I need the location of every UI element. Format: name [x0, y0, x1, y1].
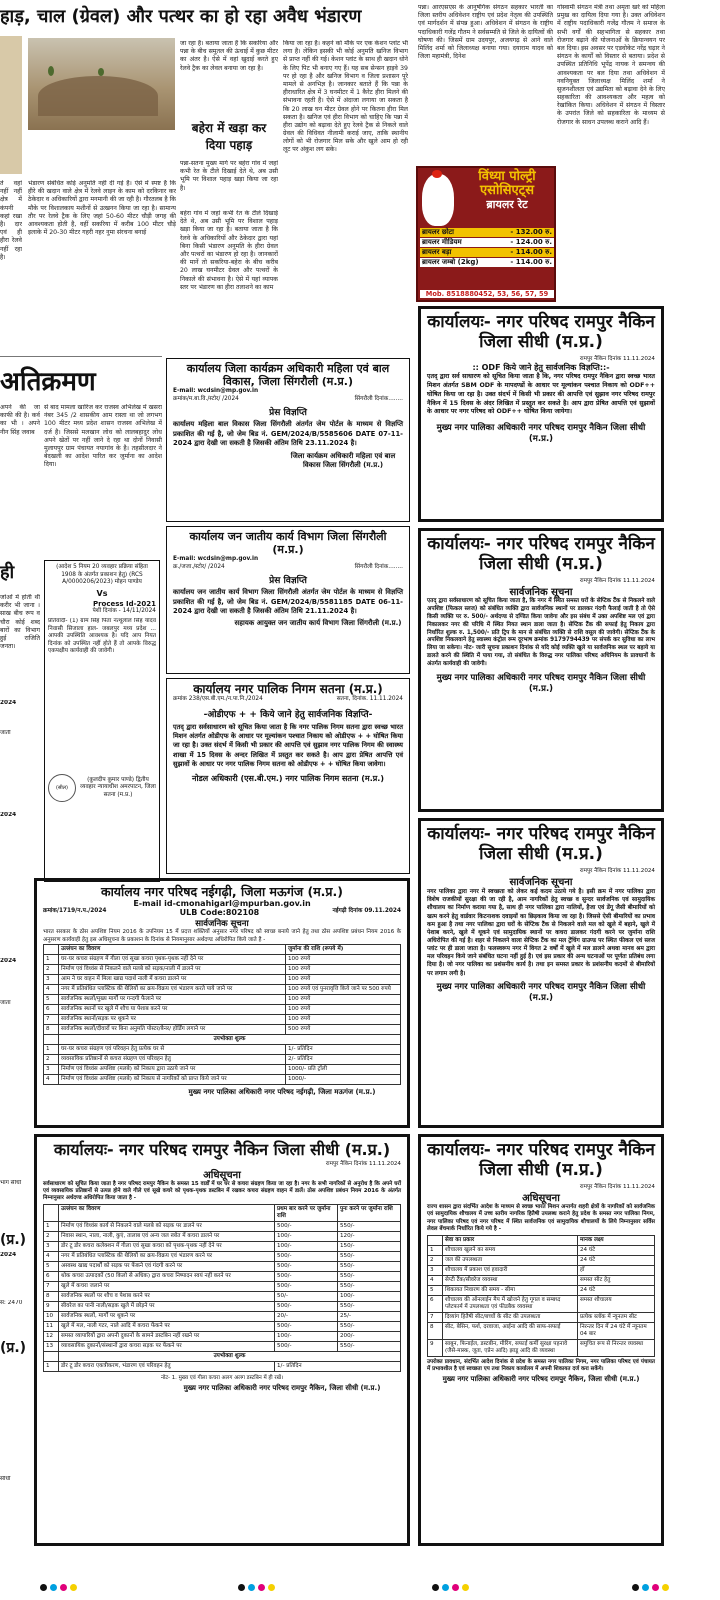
table-row: 1 घर-घर कचरा संग्रहण एवं परिवहन हेतु प्रत्येक घर से 1/- प्रतिदिन	[44, 1044, 401, 1054]
notice-title: कार्यालयः- नगर परिषद रामपुर नैकिन जिला सीधी (म.प्र.)	[427, 1140, 655, 1180]
rate-row: ब्रायलर जम्बो (2kg) - 114.00 रु.	[422, 258, 552, 266]
rate-row: ब्रायलर मीडियम - 124.00 रु.	[422, 238, 552, 246]
notice-sign: मुख्य नगर पालिका अधिकारी नगर परिषद नईगढ़ी, जिला मऊगंज (म.प्र.)	[188, 1087, 376, 1096]
table-subheader: उपभोक्ता शुल्क	[44, 1352, 401, 1362]
notice-heading: सार्वजनिक सूचना	[509, 877, 573, 889]
encroachment-headline: अतिक्रमण	[0, 367, 96, 397]
notice-body: राज्य शासन द्वारा संदर्भित आदेश के माध्यम से स्वच्छ भारत मिशन अन्तर्गत शहरी क्षेत्रों के नागरिकों को सार्वजनिक एवं सामुदायिक शौचालय में उच्च स्तरीय नागरिक हितैषी उपलब्ध कराने हेतु प्रदेश के समस्त नगर पालिका निगम, नगर पालिका परिषद एवं नगर परिषद में स्थित सार्वजनिक एवं सामुदायिक शौचालयों के लिये निम्नानुसार सर्विस लेवल बेंचमार्क निर्धारित किये गये है -	[427, 1204, 655, 1232]
frag-text: जाता	[0, 1000, 11, 1006]
notice-heading: :: ODF किये जाने हेतु सार्वजनिक विज्ञप्ति::-	[472, 363, 610, 373]
table-row: 2 व्यवसायिक प्रतिष्ठानों से कचरा संग्रहण एवं परिवहन हेतु 2/- प्रतिदिन	[44, 1054, 401, 1064]
table-subheader: उपभोक्ता शुल्क	[44, 1034, 401, 1044]
table-row: 8 सीट, बेसिन, फर्श, दरवाजा, आईना आदि की साफ-सफाई निरन्तर दिन में 24 घंटे में न्यूनतम 04 बार	[428, 1322, 655, 1339]
notice-ref: क्रमांक 238/एस.बी.एम./न.पा.नि./2024	[173, 696, 263, 703]
notice-rampur-suchna-1	[418, 528, 664, 812]
poultry-title1: विंध्या पोल्ट्री	[478, 169, 536, 184]
notice-body: कार्यालय जन जातीय कार्य विभाग जिला सिंगरौली अंतर्गत जेम पोर्टल के माध्यम से विज्ञप्ति प्रकाशित की गई है, जो जेम बिड नं. GEM/2024/B/5581185 DATE 06-11-2024 द्वारा देखी जा सकती है जिसकी अंतिम तिथि 21.11.2024 है।	[173, 588, 403, 615]
table-row: 1 घर-घर कचरा संग्रहण में गीला एवं सूखा कचरा पृथक-पृथक नहीं देने पर 100 रुपये	[44, 954, 401, 964]
frag-text: सीधी	[0, 1476, 11, 1482]
notice-date: नईगढ़ी दिनांक 09.11.2024	[332, 908, 401, 914]
notice-date: रामपुर नैकिन दिनांक 11.11.2024	[579, 868, 655, 875]
notice-footer: उपरोक्त प्रावधान, संदर्भित आदेश दिनांक से प्रदेश के समस्त नगर पालिका निगम, नगर पालिका परिषद एवं पंचायत में प्रभावशील है एवं स्वच्छता एप तथा निकाय कार्यालय में अपनी शिकायत दर्ज करा सकेंगे।	[427, 1358, 655, 1372]
notice-date: रामपुर नैकिन दिनांक 11.11.2024	[579, 578, 655, 585]
table-row: 2 निर्माण एवं विध्वंस से निकलने वाले मलबे को सड़क/नाली में डालने पर 100 रुपये	[44, 964, 401, 974]
table-row: 4 नगर में प्रतिबंधित प्लास्टिक की थैलियों का क्रय-विक्रय एवं भंडारण करने पर 500/- 550/-	[44, 1252, 401, 1262]
headline: हाड़, चाल (ग्रेवल) और पत्थर का हो रहा अवैध भंडारण	[0, 6, 362, 27]
notice-ref: क्रमांक/1719/न.प./2024	[43, 908, 107, 914]
table-row: 12 समस्त व्यापारियों द्वारा अपनी दुकानों के सामने डस्टबिन नहीं रखने पर 100/- 200/-	[44, 1332, 401, 1342]
frag-heading: ही	[0, 562, 15, 583]
notice-body: सर्वसाधारण को सूचित किया जाता है नगर परिषद रामपुर नैकिन के समस्त 15 वार्डों में घर घर से कचरा संग्रहण किया जा रहा है। नगर के सभी नागरिकों से अनुरोध है कि अपने घरों एवं व्यवसायिक प्रतिष्ठानों से उत्पन्न होने वाले गीले एवं सूखे कचरे को पृथक-पृथक डस्टबिन में रखकर कचरा संग्रहण वाहन में डालें। ठोस अपशिष्ट प्रबंधन नियम 2016 के अंतर्गत निम्नानुसार अर्थदण्ड अधिरोपित किया जाता है -	[43, 1181, 401, 1202]
table-row: 1 शौचालय खुलने का समय 24 घंटे	[428, 1246, 655, 1256]
notice-body: भारत सरकार के ठोस अपशिष्ट नियम 2016 के उपनियम 15 में प्रदत्त शक्तियों अनुसार नगर परिषद को स्वच्छ बनाये जाने हेतु तथा ठोस अपशिष्ट प्रबंधन नियम 2016 के अनुसरण कार्यवाही हेतु इस अधिसूचना के प्रकाशन के दिनांक से नियमानुसार अर्थदण्ड अधिरोपित किये जाते है -	[43, 929, 401, 943]
table-row: 3 डोर टू डोर कचरा कलेक्शन में गीला एवं सूखा कचरा को पृथक-पृथक नहीं देने पर 100/- 150/-	[44, 1242, 401, 1252]
notice-heading: -ओडीएफ + + किये जाने हेतु सार्वजनिक विज्ञप्ति-	[203, 709, 373, 720]
table-row: 1 निर्माण एवं विध्वंस कार्य से निकलने वाले मलबे को सड़क पर डालने पर 500/- 550/-	[44, 1222, 401, 1232]
notice-body: एतद् द्वारा सर्वसाधारण को सूचित किया जाता है कि नगर पालिक निगम सतना द्वारा स्वच्छ भारत मिशन अंतर्गत ओडीएफ के आधार पर मूल्यांकन पश्चात निकाय को ओडीएफ + + घोषित किया जा रहा है। उक्त संदर्भ में किसी भी प्रकार की आपत्ति एवं सुझाव नगर पालिक निगम की स्वास्थ्य शाखा में 15 दिवस के अन्दर लिखित में प्रस्तुत कर सकते है। आप द्वारा प्रेषित आपत्ति एवं सुझावों के आधार पर नगर पालिक निगम सतना को ओडीएफ + + घोषित किया जावेगा।	[173, 722, 403, 768]
notice-rampur-odf	[418, 306, 664, 522]
table-row: 10 सार्वजनिक स्थलों, मार्गों पर थूकने पर 20/- 25/-	[44, 1312, 401, 1322]
notice-title: कार्यालयः- नगर परिषद रामपुर नैकिन जिला सीधी (म.प्र.)	[427, 534, 655, 574]
notice-email: E-mail: wcdsin@mp.gov.in	[173, 556, 259, 563]
court-notice-header: (आदेश 5 नियम 20 व्यवहार प्रक्रिया संहिता 1908 के अंतर्गत प्रकाशन हेतु) (RCS A/0000206/2023) मोहन पाण्डेय	[56, 564, 148, 586]
photo-fragment	[0, 36, 22, 174]
frag-text: भाग सीधी	[0, 1180, 22, 1186]
headline-bar	[0, 0, 412, 34]
notice-title: कार्यालय जिला कार्यक्रम अधिकारी महिला एवं बाल विकास, जिला सिंगरौली (म.प्र.)	[186, 362, 390, 389]
rate-row: ब्रायलर छोटा - 132.00 रु.	[422, 228, 552, 236]
fine-table	[43, 944, 401, 1085]
table-row: 4 निर्माण एवं विध्वंस अपशिष्ट (मलबे) को निकाय से नागरिकों को प्राप्त किये जाने पर 1000/-	[44, 1074, 401, 1084]
table-row: 3 शौचालय में प्रकाश एवं हवादारी हाँ	[428, 1266, 655, 1276]
notice-sign: सहायक आयुक्त जन जातीय कार्य विभाग जिला सिंगरौली (म.प्र.)	[234, 618, 402, 627]
notice-date: रामपुर नैकिन दिनांक 11.11.2024	[579, 1184, 655, 1191]
court-judge: (कुलदीप कुमार पाण्डे) द्वितीय व्यवहार न्यायाधीश अमरपाटन, जिला सतना (म.प्र.)	[80, 776, 156, 798]
notice-date: सतना, दिनांक. 11.11.2024	[336, 696, 403, 703]
notice-sign: मुख्य नगर पालिका अधिकारी नगर परिषद रामपुर नैकिन जिला सीधी (म.प्र.)	[436, 672, 646, 694]
sahkar-col-d: पन्ना। आरएसएस के आनुषंगिक संगठन सहकार भारती का जिला स्तरीय अधिवेशन राष्ट्रीय एवं प्रदेश नेतृत्व की उपस्थिति एवं मार्गदर्शन में संपन्न हुआ। अधिवेशन में संगठन के राष्ट्रीय पदाधिकारी गजेंद्र गौतम ने सर्वसम्मति से जिले के दायित्वों की घोषणा की। जिसमें ग्राम उदयपुर, अजयगढ़ से आने वाले मिलिंद शर्मा को जिलाध्यक्ष बनाया गया। दयाराम यादव को जिला महामंत्री, दिनेश	[418, 4, 553, 61]
notice-heading: प्रेस विज्ञप्ति	[269, 408, 307, 419]
notice-date: सिंगरौली दिनांक........	[354, 395, 403, 402]
notice-heading: अधिसूचना	[522, 1193, 560, 1205]
notice-heading: सार्वजनिक सूचना	[509, 587, 573, 599]
notice-heading: अधिसूचना	[203, 1170, 241, 1182]
notice-ref: क्र./जजा./स्टोर/ /2024	[173, 563, 225, 570]
rate-row: ब्रायलर बड़ा - 114.00 रु.	[422, 248, 552, 256]
notice-date: रामपुर नैकिन दिनांक 11.11.2024	[325, 1161, 401, 1168]
notice-body: कार्यालय महिला बाल विकास जिला सिंगरौली अंतर्गत जेम पोर्टल के माध्यम से विज्ञप्ति प्रकाशित की गई है, जो जेम बिड नं. GEM/2024/B/5585606 DATE 07-11-2024 द्वारा देखी जा सकती है जिसकी अंतिम तिथि 23.11.2024 है।	[173, 420, 403, 447]
frag-date: 2024	[0, 812, 17, 818]
notice-sign: मुख्य नगर पालिका अधिकारी नगर परिषद रामपुर नैकिन, जिला सीधी (म.प्र.)	[183, 1384, 381, 1393]
table-row: 7 सार्वजनिक स्थानों/सड़क पर थूकने पर 100 रुपये	[44, 1014, 401, 1024]
left-fragment: ते वहां नहीं नहीं क्षेत्र में कंपनी कहां रखा है। दार एवं ही हीरा रेलवे नहीं रहा है।	[0, 180, 22, 261]
table-header: सेवा का प्रकार मानक लक्ष्य	[428, 1236, 655, 1246]
table-row: 8 सार्वजनिक स्थलों/दीवारों पर बिना अनुमति पोस्टर/बैनर/ होर्डिंग लगाने पर 500 रुपये	[44, 1024, 401, 1034]
article-col-c: किया जा रहा है। कहने को मौके पर एक केशन प्लांट भी लगा है। लेकिन इसकी भी कोई अनुमति खनिज विभाग से प्राप्त नहीं की गई। केशन प्लांट के साथ ही खदान धोने के लिए पिट भी बनाए गए हैं। यह सब सेन्सन हाइवे 39 पर हो रहा है और खनिज विभाग व जिला प्रशासन पूरे मामले से अनभिज्ञ है। जानकार बताते हैं कि पन्ना के हीराधारित क्षेत्र में 3 घनमीटर में 1 कैरेट हीरा मिलने की संभावना रहती है। ऐसे में अंदाजा लगाया जा सकता है कि 20 लाख घन मीटर ग्रेवल होने पर कितना हीरा मिल सकता है। खनिज एवं हीरा विभाग को चाहिए कि पन्ना में हीरा उद्योग को बढ़ावा देते हुए रेलवे ट्रैक से निकले वाले ग्रेवल की विधिवत नीलामी कराई जाए, ताकि स्थानीय लोगों को भी रोजगार मिल सके और खुले आम हो रही लूट पर अंकुश लग सके।	[283, 40, 408, 154]
notice-ref: क्रमांक/म.बा.वि./स्टोर/ /2024	[173, 395, 239, 402]
article-subhead: बहेरा में खड़ा कर दिया पहाड़	[191, 121, 267, 152]
notice-sign: मुख्य नगर पालिका अधिकारी नगर परिषद रामपुर नैकिन जिला सीधी (म.प्र.)	[436, 423, 646, 445]
divider	[0, 356, 162, 357]
notice-note: नोट- 1. मुख्य एवं गीला कचरा अलग अलग डस्टबिन में ही रखें।	[160, 1375, 284, 1382]
table-row: 5 अस्वस्थ खाद्य पदार्थों को सड़क पर फेंकने एवं गंदगी करने पर 500/- 550/-	[44, 1262, 401, 1272]
table-row: 9 सीवरेज का पानी नाली/सड़क खुले में छोड़ने पर 500/- 550/-	[44, 1302, 401, 1312]
notice-sign: नोडल अधिकारी (एस.बी.एम.) नगर पालिक निगम सतना (म.प्र.)	[192, 774, 384, 784]
frag-date: 2024	[0, 1252, 17, 1258]
table-row: 3 निर्माण एवं विध्वंस अपशिष्ट (मलबे) को निकाय द्वारा उठाये जाने पर 1000/- प्रति ट्रॉली	[44, 1064, 401, 1074]
table-header: उल्लंघन का विवरण प्रथम बार करने पर जुर्माना राशि पुनः करने पर जुर्माना राशि	[44, 1205, 401, 1222]
table-row: 4 नगर में प्रतिबंधित प्लास्टिक की थैलियों का क्रय-विक्रय एवं भंडारण करते पाये जाने पर 100 रुपये एवं पुनरावृत्ति किये जाने पर 500 रुपये	[44, 984, 401, 994]
poultry-ad	[416, 166, 556, 302]
notice-email: E-mail: wcdsin@mp.gov.in	[173, 388, 259, 395]
encroachment-left-fragment: अपने की जा काफी की है। कर्व का भी । अपने नीन सिंह जवाब	[0, 404, 40, 436]
notice-heading: प्रेस विज्ञप्ति	[269, 576, 307, 587]
table-row: 9 साबुन, फिनाईल, डस्टबीन, मीरिंग, सफाई कर्मी सुरक्षा पहनावे (जैसे-मास्क, जूता, एप्रेन आदि) झाडू आदि की व्यवस्था समुचित रूप से निरन्तर व्यवस्था	[428, 1339, 655, 1356]
notice-mahila	[166, 358, 410, 522]
article-col-a: भंडारण संबंधित कोई अनुमति नहीं दी गई है। ऐसे में स्पष्ट है कि हीरे की खदान वाले क्षेत्र में रेलवे लाइन के काम को दरकिनार कर ठेकेदार व अधिकारियों द्वारा मनमानी की जा रही है। गौरतलब है कि मौके पर विशालकाय मशीनों से उत्खनन किया जा रहा है। सामान्य तौर पर रेलवे ट्रैक के लिए जहां 50-60 मीटर चौड़ी जगह की आवश्यकता होती है, वहीं सकरिया में करीब 100 मीटर चौड़े इलाके में 20-30 मीटर गहरी नहर नुमा संरचना बनाई	[28, 180, 176, 237]
notice-naigarhi	[34, 878, 410, 1128]
frag-text: (प्र.)	[0, 1340, 27, 1356]
encroachment-body: से बाद मामला खारिज कर राजस्व अभिलेख में खसरा नंबर 345 /2 शासकीय आम रास्ता था जो लगभग 100 मीटर मध्य प्रदेश शासन राजस्व अभिलेख में दर्ज है। जिससे मलखान लोध को लालबहादुर लोध अपने खेतों पर नहीं जाने दे रहा था दोनों निवासी मुलायपुर ग्राम पंचायत नयागांव के है। तहसीलदार ने बेदखली का आदेश पारित कर जुर्माना का आदेश दिया।	[44, 404, 162, 469]
poultry-title2: एसोसिएट्स	[479, 182, 535, 198]
frag-text: जोओं में होती थी करीर भी जाना । साख बीच रूप व चौरा कोई शब्द बारों का विभाग हुई राजिति जनता।	[0, 594, 40, 651]
court-notice-body: प्रतिवादी- (1) ग्राम सिंह पिता नत्थूलाल सिंह यादव निवासी सिजाला हाल- जबलपुर मध्य प्रदेश ... आपकी उपस्थिति आवश्यक है। यदि आप नियत दिनांक को उपस्थित नहीं होते हैं तो आपके विरुद्ध एकपक्षीय कार्यवाही की जावेगी।	[48, 618, 156, 655]
notice-title: कार्यालय जन जातीय कार्य विभाग जिला सिंगरौली (म.प्र.)	[189, 530, 387, 557]
table-row: 2 निवास स्थान, नाला, नाली, कुएं, तालाब एवं अन्य जल स्त्रोत में कचरा डालने पर 100/- 120/-	[44, 1232, 401, 1242]
notice-rampur-adhisuchna-2	[418, 1134, 664, 1546]
court-notice	[44, 560, 160, 882]
registration-marks	[40, 1584, 77, 1591]
notice-heading: सार्वजनिक सूचना	[195, 919, 249, 930]
notice-title: कार्यालयः- नगर परिषद रामपुर नैकिन जिला सीधी (म.प्र.)	[53, 1140, 391, 1159]
frag-text: जाती	[0, 730, 11, 736]
article-photo	[28, 38, 175, 130]
fine-table	[43, 1204, 401, 1372]
court-notice-date: पेशी दिनांक - 14/11/2024	[92, 607, 156, 614]
notice-email: E-mail id-cmonahigarl@mpurban.gov.in	[133, 899, 311, 908]
table-header: उल्लंघन का विवरण जुर्माना की राशि (रूपये में)	[44, 944, 401, 954]
court-notice-process: Process Id-2021	[92, 599, 156, 608]
notice-title: कार्यालय नगर परिषद नईगढ़ी, जिला मऊगंज (म.प्र.)	[100, 884, 344, 899]
table-row: 8 सार्वजनिक स्थलों पर शौच व पेशाब करने पर 50/- 100/-	[44, 1292, 401, 1302]
poultry-rate-list	[420, 228, 554, 268]
table-row: 5 शिकायत निवारण की समय - सीमा 24 घंटे	[428, 1286, 655, 1296]
table-row: 1 डोर टू डोर कचरा एकत्रीकरण, भंडारण एवं परिवहन हेतु 1/- प्रतिदिन	[44, 1362, 401, 1372]
notice-body: नगर पालिका द्वारा नगर में स्वच्छता को लेकर कई कदम उठाये गये है। इसी क्रम में नगर पालिका द्वारा विशेष राजकीयों सुरक्षा की जा रही है, आम नागरिकों हेतु स्वच्छ व सुन्दर सार्वजनिक एवं सामुदायिक शौचालय का निर्माण कराया गया है, साथ ही नगर पालिका द्वारा नालियों, हैजा एवं डेंगू जैसी बीमारियों को खत्म करने हेतु वार्डवार किटनाशक दवाइयों का छिड़काव किया जा रहा है। जिससे ऐसी बीमारियों का प्रभाव कम हुआ है तथा नगर पालिका द्वारा घरों के सेप्टिक टैंक से निकलने वाले मल को खुले में बहाने, खुले में पेशाब करने, खुले में थूकने एवं सामुदायिक स्थानों पर कचरा डालकर गंदगी करने पर जुर्माना राशि अधिरोपित की गई है। शहर से निकलने वाला सेप्टिक टैंक का मल ट्रेंचिंग ग्राउण्ड पर स्थित फीकल एवं स्लज प्लांट पर ही डाला जाता है। फलस्वरूप नगर में विगत 2 वर्षों में खुले में मल डालने अथवा मानव श्रम द्वारा मल परिवहन किये जाने संबंधित घटना नहीं हुई है। एवं इस प्रकार की अन्य घटनाओं पर पूर्णतः प्रतिबंध लगा दिया है। जो नगर पालिका का प्रशंसनीय कार्य है। तथा इन समस्त प्रकार के प्रशंसनीय कदमों से बीमारियों पर लगाम लगी है।	[427, 889, 655, 977]
service-table	[427, 1235, 655, 1357]
court-notice-vs: Vs	[96, 588, 108, 598]
notice-title: कार्यालयः- नगर परिषद रामपुर नैकिन जिला सीधी (म.प्र.)	[427, 824, 655, 864]
notice-date: रामपुर नैकिन दिनांक 11.11.2024	[579, 356, 655, 363]
article-col-b: बहेरा गांव में जहां कभी रेत के टीले दिखाई देते थे, अब उसी भूमि पर विशाल पहाड़ खड़ा किया जा रहा है। बताया जाता है कि रेलवे के अधिकारियों और ठेकेदार द्वारा यहां बिना किसी भंडारण अनुमति के हीरा ग्रेवल और पत्थरों का भंडारण हो रहा है। जानकारों की मानें तो सकरिया-बहेरा के बीच करीब 20 लाख घनमीटर ग्रेवल और पत्थरों के निकाले की संभावना है। ऐसे में यहां व्यापक स्तर पर भंडारण का हीरा तलाशने का काम	[180, 210, 278, 291]
article-col1: जा रहा है। बताया जाता है कि सकरिया और पन्ना के बीच समुतल की ऊंचाई में कुछ मीटर का अंतर है। ऐसे में वहां खुदाई करते हुए रेलवे ट्रैक का लेवल बनाया जा रहा है।	[180, 40, 278, 72]
notice-sign: मुख्य नगर पालिका अधिकारी नगर परिषद रामपुर नैकिन जिला सीधी (म.प्र.)	[436, 981, 646, 1003]
frag-text: (प्र.)	[0, 1232, 27, 1248]
table-row: 6 सार्वजनिक स्थानों पर खुले में शौच या पेशाब करने पर 100 रुपये	[44, 1004, 401, 1014]
notice-satna	[166, 678, 410, 874]
table-row: 2 जल की उपलब्धता 24 घंटे	[428, 1256, 655, 1266]
table-row: 4 सेप्टी टैंक/सीवरेज व्यवस्था समस्त सीट हेतु	[428, 1276, 655, 1286]
notice-title: कार्यालयः- नगर परिषद रामपुर नैकिन जिला सीधी (म.प्र.)	[427, 312, 655, 352]
registration-marks	[432, 1584, 469, 1591]
table-row: 11 खुले में मल, नाली गटर, नाले आदि में कचरा फेंकने पर 500/- 550/-	[44, 1322, 401, 1332]
registration-marks	[632, 1584, 669, 1591]
notice-body: एतद् द्वारा सर्वसाधारण को सूचित किया जाता है, कि नगर में स्थित समस्त घरों के सेप्टिक टैंक से निकलने वाले अपशिष्ट (फिकल स्लज) को संबंधित व्यक्ति द्वारा सार्वजनिक स्थानों पर डालकर गंदगी फैलाई जाती है तो ऐसे किसी व्यक्ति पर रु. 500/- अर्थदण्ड से दण्डित किया जावेगा और इस संबंध में उक्त अपशिष्ट मल एवं द्वारा निकालकर नगर की परिधि में स्थित नियत स्थान डाला जाता है। सेप्टिक टैंक की सफाई हेतु निकाय द्वारा निर्धारित शुल्क रु. 1,500/- प्रति ट्रिप के मान से संबंधित व्यक्ति से राशि वसूल की जावेगी। सेप्टिक टैंक के अपशिष्ट निकलवाने हेतु स्वास्थ्य कंट्रोल रूम दूरभाष क्रमांक 9179794439 पर संपर्क कर सुविधा का लाभ लिया जा सकेगा। नोट- जारी सूचना प्रकाशन दिनांक से यदि कोई व्यक्ति खुले या सार्वजनिक स्थल पर बहाये या डालते करने की स्थिति में पाया गया, तो संबंधित के विरुद्ध नगर पालिका परिषद अधिनियम के प्रावधानों के अंतर्गत कार्यवाही की जावेगी।	[427, 598, 655, 667]
table-row: 7 दिव्यांग हितैषी सीट/बच्चों के सीट की उपलब्धता प्रत्येक ब्लॉक में न्यूनतम सीट	[428, 1312, 655, 1322]
table-row: 3 आम ने घर वाहन में मिला खाद्य पदार्थ नाली में कचरा डालने पर 100 रुपये	[44, 974, 401, 984]
poultry-title3: ब्रायलर रेट	[486, 198, 528, 212]
notice-sign: जिला कार्यक्रम अधिकारी महिला एवं बाल विकास जिला सिंगरौली (म.प्र.)	[290, 451, 396, 470]
table-row: 6 थोक कचरा उत्पादकों (50 किलो से अधिक) द्वारा कचरा निष्पादन स्वयं नहीं करने पर 500/- 550/-	[44, 1272, 401, 1282]
notice-date: सिंगरौली दिनांक........	[354, 563, 403, 570]
notice-title: कार्यालय नगर पालिक निगम सतना (म.प्र.)	[193, 682, 383, 696]
notice-rampur-suchna-2	[418, 818, 664, 1128]
registration-marks	[238, 1584, 275, 1591]
notice-ulb: ULB Code:802108	[179, 908, 260, 917]
article-col1b: पन्ना-सतना मुख्य मार्ग पर बहेरा गांव में जहां कभी रेत के टीले दिखाई देते थे, अब उसी भूमि पर विशाल पहाड़ खड़ा किया जा रहा है।	[180, 160, 278, 192]
hen-icon	[422, 174, 454, 226]
poultry-mobile: Mob. 8518880452, 53, 56, 57, 59	[420, 290, 554, 298]
table-row: 7 खुले में कचरा जलाने पर 500/- 550/-	[44, 1282, 401, 1292]
notice-janjati	[166, 526, 410, 674]
frag-date: 2024	[0, 700, 17, 706]
court-seal: (सील)	[48, 774, 76, 802]
table-row: 13 व्यावसायिक दुकानों/संस्थानों द्वारा कचरा सड़क पर फेंकने पर 500/- 550/-	[44, 1342, 401, 1352]
sahkar-col-e: गोस्वामी संगठन मंत्री तथा अमृता खरे को महिला प्रमुख का दायित्व दिया गया है। उक्त अधिवेशन में राष्ट्रीय पदाधिकारी गजेंद्र गौतम ने समाज के सभी वर्गों की सहभागिता से सहकार तथा रोजगार बढ़ाने की योजनाओं के क्रियान्वयन पर बल दिया। इस अवसर पर एडवोकेट नरेंद्र चढ़ार ने संगठन के कार्यों को विस्तार से बताया। प्रदेश से उपस्थित प्रतिनिधि भूपेंद्र नायक ने समन्वय की आवश्यकता पर बल दिया तथा अधिवेशन में नवनियुक्त जिलाध्यक्ष मिलिंद शर्मा ने सुजनशीलता एवं उद्यमिता को बढ़ावा देने के लिए सहकारिता की आवश्यकता और महत्व को रेखांकित किया। अधिवेशन में संगठन में विस्तार के उपरांत जिले को सहकारिता के माध्यम से रोजगार के साधन उपलब्ध कराने आदि हैं।	[557, 4, 665, 126]
frag-text: स: 2470	[0, 1300, 23, 1306]
notice-sign: मुख्य नगर पालिका अधिकारी नगर परिषद रामपुर नैकिन, जिला सीधी (म.प्र.)	[442, 1374, 640, 1383]
frag-date: 2024	[0, 958, 17, 964]
notice-rampur-adhisuchna-1	[34, 1134, 410, 1546]
table-row: 6 शौचालय की ऑनलाईन मैप में खोजने हेतु गूगल व सम्बध्द प्लेटफार्म में उपलब्धता एवं फीडबैक व्यवस्था समस्त शौचालय	[428, 1296, 655, 1313]
notice-body: एतद् द्वारा सर्व साधारण को सूचित किया जाता है कि, नगर परिषद रामपुर नैकिन द्वारा स्वच्छ भारत मिशन अंतर्गत SBM ODF के मापदण्डों के आधार पर मूल्यांकन पश्चात निकाय को ODF++ घोषित किया जा रहा है। उक्त संदर्भ में किसी भी प्रकार की आपत्ति एवं सुझाव नगर परिषद रामपुर नैकिन में 15 दिवस के अंदर लिखित में प्रस्तुत कर सकते है। आप द्वारा प्रेषित आपत्ति एवं सुझावों के आधार पर नगर परिषद को ODF++ घोषित किया जायेगा।	[427, 373, 655, 416]
table-row: 5 सार्वजनिक स्थलों/मुख्य मार्गों पर गन्दगी फैलाने पर 100 रुपये	[44, 994, 401, 1004]
